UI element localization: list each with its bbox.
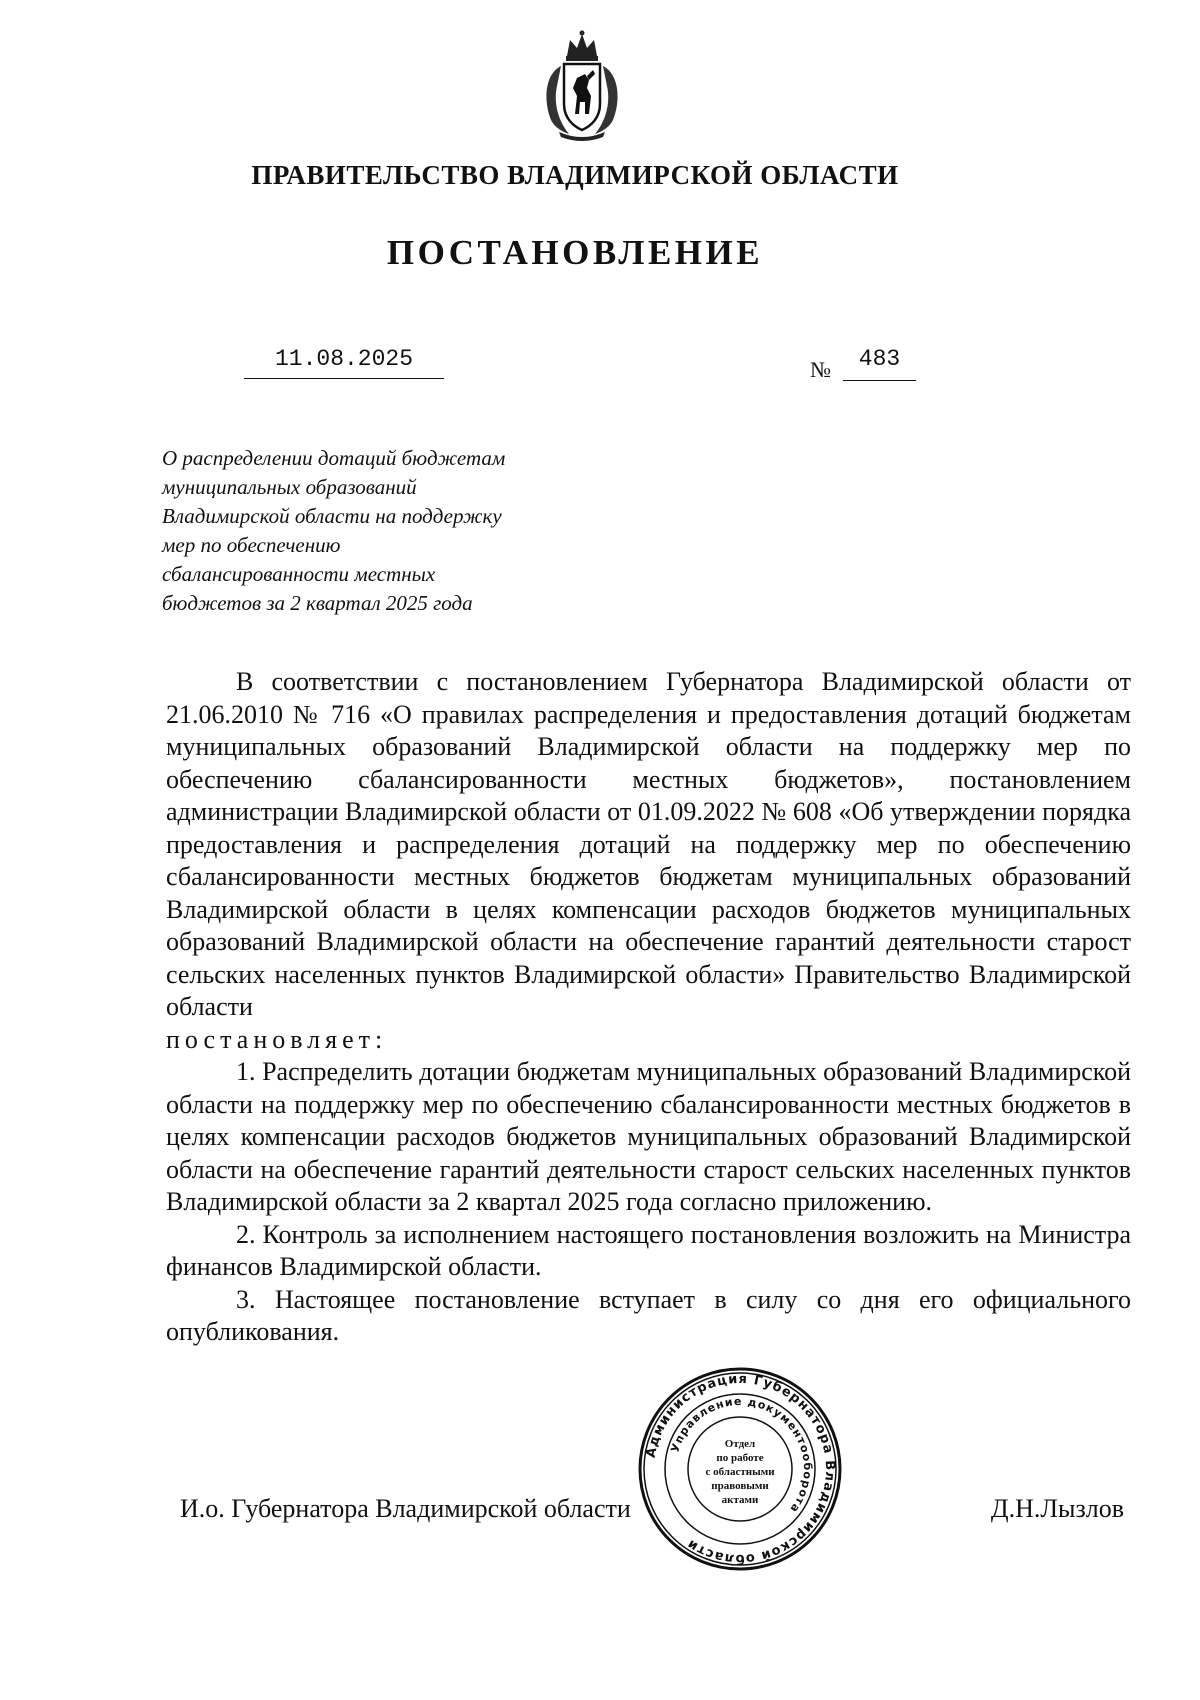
subject-line: бюджетов за 2 квартал 2025 года [162, 591, 473, 615]
preamble-paragraph: В соответствии с постановлением Губернатора Владимирской области от 21.06.2010 № 716 «О правилах распределения и предоставления дотаций бюджетам муниципальных образований Владимирской области на поддержку мер по обеспечению сбалансированности местных бюджетов», постановлением администрации Владимирской области от 01.09.2022 № 608 «Об утверждении порядка предоставления и распределения дотаций на поддержку мер по обеспечению сбалансированности местных бюджетов бюджетам муниципальных образований Владимирской области в целях компенсации расходов бюджетов муниципальных образований Владимирской области на обеспечение гарантий деятельности старост сельских населенных пунктов Владимирской области» Правительство Владимирской области [166, 667, 1131, 1021]
government-title: ПРАВИТЕЛЬСТВО ВЛАДИМИРСКОЙ ОБЛАСТИ [251, 160, 899, 190]
subject-line: муниципальных образований [162, 475, 417, 499]
svg-text:актами: актами [721, 1494, 759, 1506]
item-3-paragraph: 3. Настоящее постановление вступает в силу со дня его официального опубликования. [166, 1284, 1131, 1346]
document-date: 11.08.2025 [244, 346, 444, 379]
svg-text:по работе: по работе [716, 1452, 764, 1464]
coat-of-arms-icon [537, 30, 627, 142]
svg-text:Администрация Губернатора Влад: Администрация Губернатора Владимирской области [643, 1371, 838, 1567]
number-sign: № [810, 357, 831, 382]
subject-line: О распределении дотаций бюджетам [162, 446, 506, 470]
subject-line: мер по обеспечению [162, 533, 341, 557]
official-stamp-icon [636, 1365, 844, 1573]
document-number: 483 [843, 346, 916, 381]
document-type: ПОСТАНОВЛЕНИЕ [386, 233, 764, 272]
subject-line: Владимирской области на поддержку [162, 504, 502, 528]
signatory-role: И.о. Губернатора Владимирской области [180, 1494, 631, 1523]
document-subject [162, 444, 622, 618]
signatory-name: Д.Н.Лызлов [990, 1494, 1124, 1523]
document-body [166, 666, 1131, 1349]
svg-text:Отдел: Отдел [724, 1438, 756, 1450]
svg-text:с областными: с областными [705, 1466, 775, 1478]
svg-text:правовыми: правовыми [711, 1480, 769, 1492]
decree-word: постановляет: [166, 1024, 388, 1054]
item-2-paragraph: 2. Контроль за исполнением настоящего постановления возложить на Министра финансов Владимирской области. [166, 1219, 1131, 1281]
subject-line: сбалансированности местных [162, 562, 436, 586]
item-1-paragraph: 1. Распределить дотации бюджетам муниципальных образований Владимирской области на поддержку мер по обеспечению сбалансированности местных бюджетов в целях компенсации расходов бюджетов муниципальных образований Владимирской области на обеспечение гарантий деятельности старост сельских населенных пунктов Владимирской области за 2 квартал 2025 года согласно приложению. [166, 1057, 1131, 1216]
svg-text:Управление документооборота: Управление документооборота [668, 1394, 815, 1516]
